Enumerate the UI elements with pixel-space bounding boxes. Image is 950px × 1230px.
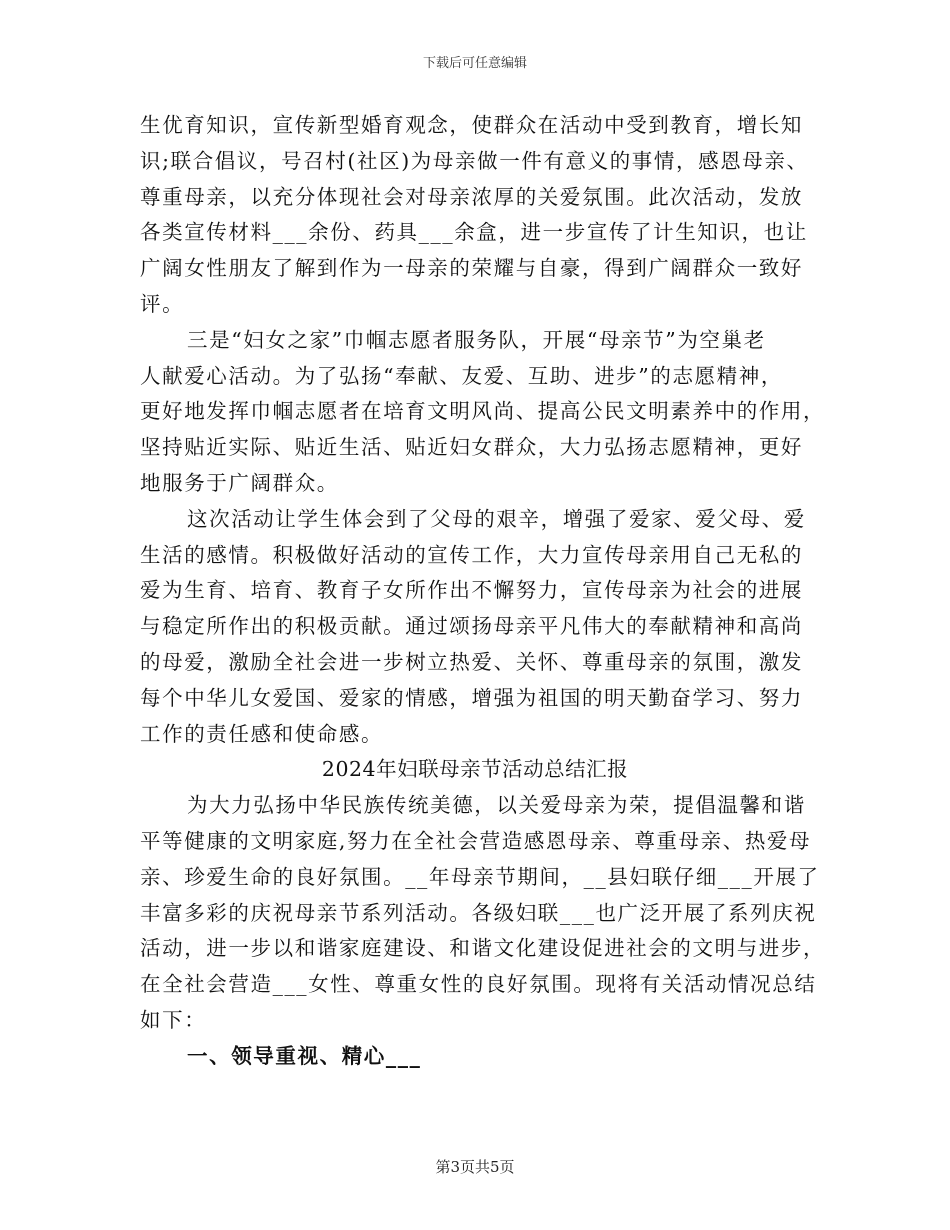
paragraph-line: 生优育知识，宣传新型婚育观念，使群众在活动中受到教育，增长知 — [140, 113, 803, 137]
paragraph-line: 广阔女性朋友了解到作为一母亲的荣耀与自豪，得到广阔群众一致好 — [140, 256, 803, 281]
subheading: 一、领导重视、精心___ — [187, 1043, 422, 1068]
document-body — [140, 108, 826, 1075]
paragraph-line: 各类宣传材料___余份、药具___余盒，进一步宣传了计生知识，也让 — [140, 220, 808, 245]
paragraph-line: 生活的感情。积极做好活动的宣传工作，大力宣传母亲用自己无私的 — [140, 542, 803, 567]
paragraph-line: 三是“妇女之家”巾帼志愿者服务队，开展“母亲节”为空巢老 — [187, 327, 766, 352]
paragraph-line: 亲、珍爱生命的良好氛围。__年母亲节期间，__县妇联仔细___开展了 — [140, 864, 820, 889]
paragraph-line: 工作的责任感和使命感。 — [140, 721, 384, 746]
paragraph-line: 平等健康的文明家庭,努力在全社会营造感恩母亲、尊重母亲、热爱母 — [140, 828, 812, 853]
paragraph-line: 这次活动让学生体会到了父母的艰辛，增强了爱家、爱父母、爱 — [187, 506, 806, 531]
paragraph-line: 与稳定所作出的积极贡献。通过颂扬母亲平凡伟大的奉献精神和高尚 — [140, 614, 803, 639]
paragraph-line: 每个中华儿女爱国、爱家的情感，增强为祖国的明天勤奋学习、努力 — [140, 685, 803, 710]
page-number: 第3页共5页 — [435, 1158, 515, 1176]
paragraph-line: 在全社会营造___女性、尊重女性的良好氛围。现将有关活动情况总结 — [140, 972, 817, 997]
paragraph-line: 丰富多彩的庆祝母亲节系列活动。各级妇联___也广泛开展了系列庆祝 — [140, 900, 817, 925]
paragraph-line: 评。 — [140, 291, 185, 316]
paragraph-line: 人献爱心活动。为了弘扬“奉献、友爱、互助、进步”的志愿精神， — [140, 363, 783, 388]
section-title: 2024年妇联母亲节活动总结汇报 — [321, 757, 629, 782]
paragraph-line: 的母爱，激励全社会进一步树立热爱、关怀、尊重母亲的氛围，激发 — [140, 649, 803, 674]
paragraph-line: 如下： — [140, 1007, 207, 1032]
paragraph-line: 活动，进一步以和谐家庭建设、和谐文化建设促进社会的文明与进步， — [140, 936, 826, 961]
paragraph-line: 识;联合倡议，号召村(社区)为母亲做一件有意义的事情，感恩母亲、 — [140, 148, 809, 173]
paragraph-line: 更好地发挥巾帼志愿者在培育文明风尚、提高公民文明素养中的作用， — [140, 399, 826, 424]
paragraph-line: 坚持贴近实际、贴近生活、贴近妇女群众，大力弘扬志愿精神，更好 — [140, 435, 803, 460]
paragraph-line: 为大力弘扬中华民族传统美德，以关爱母亲为荣，提倡温馨和谐 — [187, 793, 806, 818]
paragraph-line: 爱为生育、培育、教育子女所作出不懈努力，宣传母亲为社会的进展 — [140, 578, 803, 603]
paragraph-line: 尊重母亲，以充分体现社会对母亲浓厚的关爱氛围。此次活动，发放 — [140, 184, 803, 209]
paragraph-line: 地服务于广阔群众。 — [140, 470, 339, 495]
page-header: 下载后可任意编辑 — [422, 56, 527, 71]
